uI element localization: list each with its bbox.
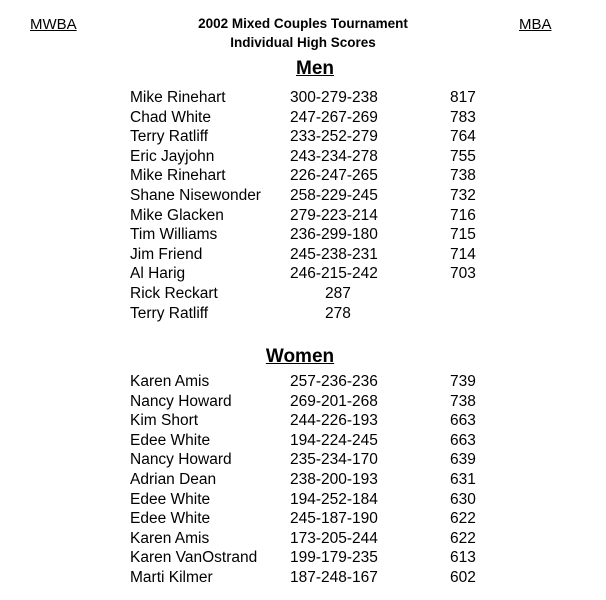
men-row (0, 147, 606, 167)
series-total: 716 (450, 206, 476, 224)
bowler-name: Kim Short (130, 412, 199, 430)
bowler-name: Edee White (130, 510, 211, 528)
men-row (0, 186, 606, 206)
series-total: 738 (450, 167, 476, 185)
game-scores: 226-247-265 (290, 167, 378, 185)
game-scores: 194-224-245 (290, 431, 378, 449)
bowler-name: Terry Ratliff (130, 128, 209, 146)
men-single-game-row (0, 284, 606, 304)
game-scores: 247-267-269 (290, 108, 378, 126)
mwba-label: MWBA (30, 16, 77, 33)
series-total: 732 (450, 186, 476, 204)
bowler-name: Nancy Howard (130, 451, 232, 469)
men-row (0, 166, 606, 186)
game-scores: 235-234-170 (290, 451, 378, 469)
series-total: 817 (450, 89, 476, 106)
series-total: 613 (450, 549, 476, 567)
bowler-name: Nancy Howard (130, 392, 232, 410)
game-scores: 269-201-268 (290, 392, 378, 410)
bowler-name: Rick Reckart (130, 284, 218, 302)
men-row (0, 127, 606, 147)
women-row (0, 529, 606, 549)
women-row (0, 431, 606, 451)
bowler-name: Eric Jayjohn (130, 147, 215, 165)
men-row (0, 108, 606, 128)
game-scores: 244-226-193 (290, 412, 378, 430)
game-scores: 245-238-231 (290, 245, 378, 263)
game-scores: 300-279-238 (290, 89, 378, 106)
bowler-name: Chad White (130, 108, 211, 126)
bowler-name: Mike Rinehart (130, 167, 226, 185)
bowler-name: Tim Williams (130, 226, 218, 244)
men-row (0, 206, 606, 226)
game-scores: 236-299-180 (290, 226, 378, 244)
high-game-score: 278 (325, 304, 351, 322)
women-row (0, 568, 606, 588)
women-row (0, 450, 606, 470)
bowler-name: Adrian Dean (130, 470, 217, 488)
men-row (0, 88, 606, 108)
men-heading: Men (296, 58, 334, 79)
series-total: 703 (450, 265, 476, 283)
women-row (0, 411, 606, 431)
game-scores: 279-223-214 (290, 206, 378, 224)
bowler-name: Edee White (130, 490, 211, 508)
game-scores: 258-229-245 (290, 186, 378, 204)
series-total: 663 (450, 431, 476, 449)
bowler-name: Shane Nisewonder (130, 186, 261, 204)
title-line-2: Individual High Scores (230, 35, 376, 50)
women-heading: Women (265, 346, 335, 367)
bowler-name: Al Harig (130, 265, 186, 283)
mba-label: MBA (519, 16, 552, 33)
series-total: 783 (450, 108, 476, 126)
women-row (0, 470, 606, 490)
men-scores-list (0, 88, 606, 323)
men-row (0, 264, 606, 284)
women-row (0, 509, 606, 529)
women-row (0, 392, 606, 412)
women-row (0, 372, 606, 392)
game-scores: 257-236-236 (290, 373, 378, 390)
document-title (0, 14, 606, 52)
game-scores: 243-234-278 (290, 147, 378, 165)
high-game-score: 287 (325, 284, 351, 302)
series-total: 631 (450, 470, 476, 488)
series-total: 739 (450, 373, 476, 390)
women-scores-list (0, 372, 606, 588)
series-total: 738 (450, 392, 476, 410)
men-single-game-row (0, 304, 606, 324)
series-total: 639 (450, 451, 476, 469)
series-total: 602 (450, 568, 476, 586)
series-total: 622 (450, 529, 476, 547)
bowler-name: Edee White (130, 431, 211, 449)
bowler-name: Mike Rinehart (130, 89, 226, 106)
game-scores: 194-252-184 (290, 490, 378, 508)
game-scores: 199-179-235 (290, 549, 378, 567)
bowler-name: Mike Glacken (130, 206, 224, 224)
title-line-1: 2002 Mixed Couples Tournament (198, 16, 408, 31)
bowler-name: Karen Amis (130, 373, 210, 390)
series-total: 764 (450, 128, 476, 146)
men-row (0, 225, 606, 245)
bowler-name: Jim Friend (130, 245, 203, 263)
game-scores: 233-252-279 (290, 128, 378, 146)
bowler-name: Marti Kilmer (130, 568, 213, 586)
series-total: 715 (450, 226, 476, 244)
series-total: 622 (450, 510, 476, 528)
bowler-name: Karen Amis (130, 529, 210, 547)
bowler-name: Terry Ratliff (130, 304, 209, 322)
game-scores: 187-248-167 (290, 568, 378, 586)
women-row (0, 548, 606, 568)
series-total: 630 (450, 490, 476, 508)
series-total: 714 (450, 245, 476, 263)
game-scores: 173-205-244 (290, 529, 378, 547)
men-row (0, 245, 606, 265)
game-scores: 238-200-193 (290, 470, 378, 488)
women-row (0, 490, 606, 510)
series-total: 755 (450, 147, 476, 165)
bowler-name: Karen VanOstrand (130, 549, 258, 567)
series-total: 663 (450, 412, 476, 430)
game-scores: 246-215-242 (290, 265, 378, 283)
game-scores: 245-187-190 (290, 510, 378, 528)
